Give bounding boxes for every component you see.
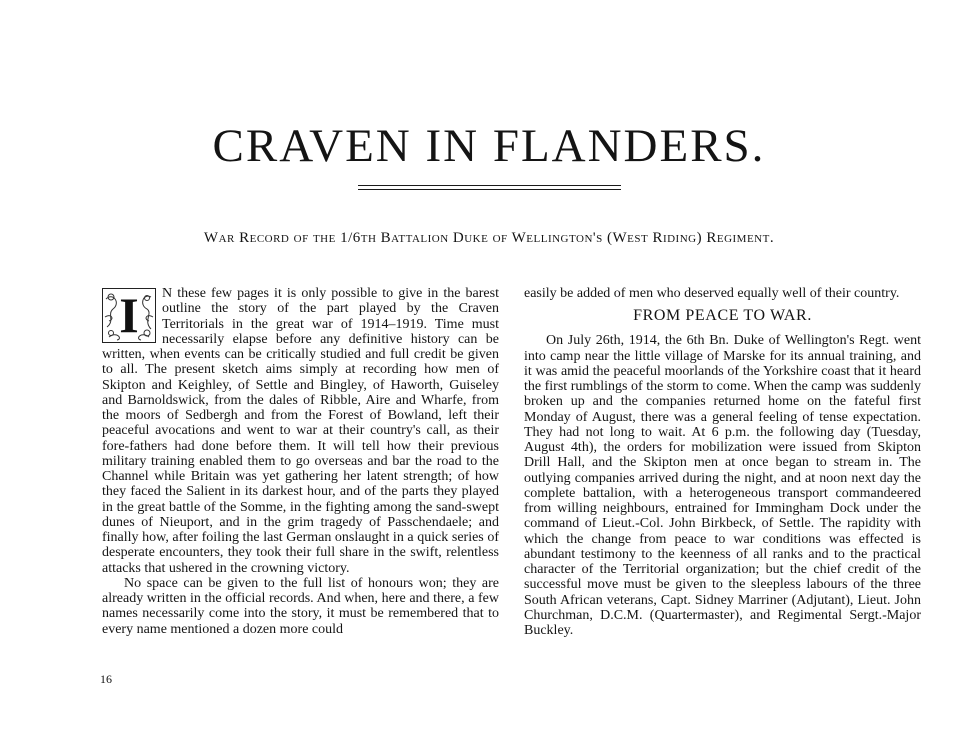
paragraph-honours: No space can be given to the full list of honours won; they are already written in the official records. And when, here and there, a few names necessarily come into the story, it must be remembered that to every name mentioned a dozen more could (102, 575, 499, 637)
left-column (102, 286, 499, 637)
drop-cap-letter: I (119, 287, 139, 343)
paragraph-peace-to-war: On July 26th, 1914, the 6th Bn. Duke of Wellington's Regt. went into camp near the little village of Marske for its annual training, and it was amid the peaceful moorlands of the Yorkshire coast that it heard the first rumblings of the storm to come. When the camp was suddenly broken up and the companies returned home on the fateful first Monday of August, there was a general feeling of tense expectation. They had not long to wait. At 6 p.m. the following day (Tuesday, August 4th), the orders for mobilization were issued from Skipton Drill Hall, and the Skipton men at once began to stream in. The outlying companies arrived during the night, and at noon next day the complete battalion, with a heterogeneous transport commandeered from willing neighbours, entrained for Immingham Dock under the command of Lieut.-Col. John Birkbeck, of Settle. The rapidity with which the change from peace to war conditions was effected is abundant testimony to the keenness of all ranks and to the practical character of the Territorial organization; but the chief credit of the successful move must be given to the sleepless labours of the three South African veterans, Capt. Sidney Marriner (Adjutant), Lieut. John Churchman, D.C.M. (Quartermaster), and Regimental Sergt.-Major Buckley. (524, 333, 921, 638)
page-title: CRAVEN IN FLANDERS. (212, 120, 766, 172)
title-divider (358, 185, 621, 190)
page-number: 16 (100, 672, 112, 686)
section-heading: FROM PEACE TO WAR. (633, 307, 812, 325)
paragraph-intro-text: N these few pages it is only possible to give in the barest outline the story of the part played by the Craven Territorials in the great war of 1914–1919. Time must necessarily elapse before any definitive history can be written, when events can be critically studied and full credit be given to all. The present sketch aims simply at recording how men of Skipton and Keighley, of Settle and Bingley, of Haworth, Guiseley and Barnoldswick, from the dales of Ribble, Aire and Wharfe, from the moors of Sedbergh and from the Forest of Bowland, left their peaceful avocations and went to war at their country's call, as their fore-fathers had done before them. It will tell how their previous military training enabled them to go overseas and bar the road to the Channel while Britain was yet gathering her latent strength; of how they faced the Salient in its darkest hour, and of the parts they played in the great battle of the Somme, in the fighting among the sand-swept dunes of Nieuport, and in the grim tragedy of Passchendaele; and finally how, after foiling the last German onslaught in a quick series of desperate encounters, they took their full share in the swift, relentless attacks that ushered in the crowning victory. (102, 286, 499, 576)
paragraph-intro (102, 286, 499, 576)
paragraph-continued: easily be added of men who deserved equally well of their country. (524, 286, 900, 301)
page-subtitle: War Record of the 1/6th Battalion Duke of Wellington's (West Riding) Regiment. (203, 230, 775, 246)
decorative-drop-cap (102, 288, 156, 343)
right-column (524, 286, 921, 638)
